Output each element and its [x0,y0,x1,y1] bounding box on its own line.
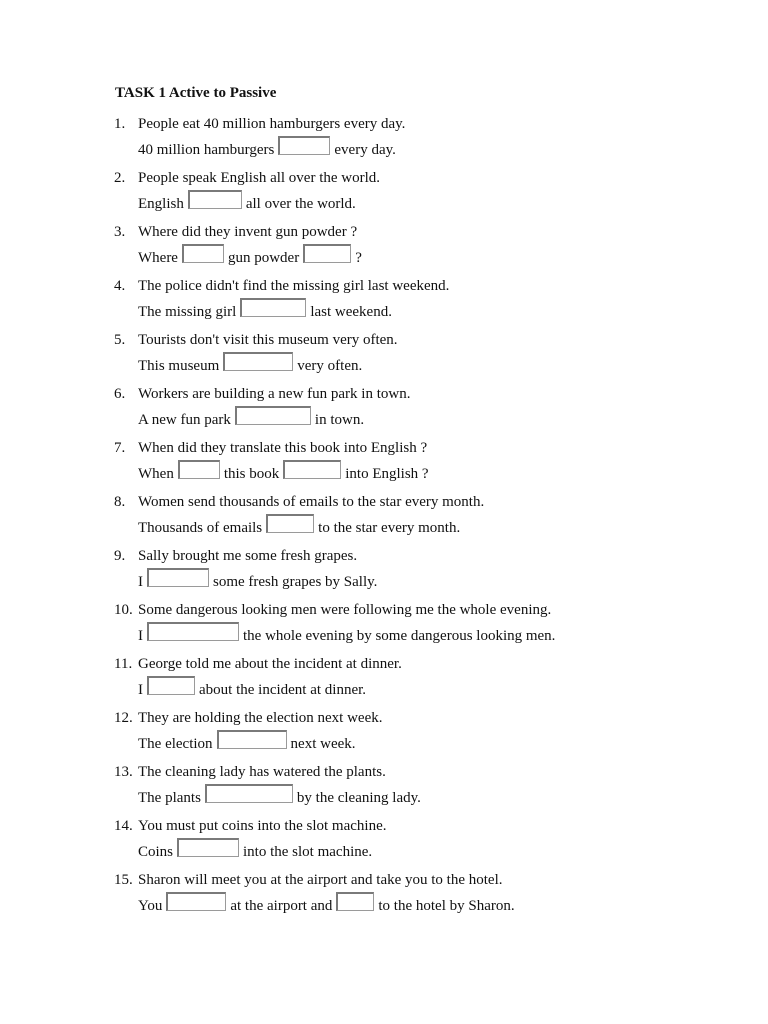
question-number: 2. [114,170,126,186]
answer-blank[interactable] [278,136,330,155]
answer-text: Thousands of emails [138,520,263,536]
active-sentence: Workers are building a new fun park in town. [138,386,411,402]
answer-text: The election [138,736,213,752]
answer-blank[interactable] [283,460,341,479]
active-sentence: Sharon will meet you at the airport and take you to the hotel. [138,872,503,888]
active-sentence: Women send thousands of emails to the star every month. [138,494,485,510]
answer-text: I [138,574,143,590]
question-number: 9. [114,548,126,564]
question-number: 5. [114,332,126,348]
answer-text: to the star every month. [318,520,461,536]
active-sentence: Tourists don't visit this museum very often. [138,332,398,348]
answer-text: into English ? [345,466,429,482]
active-sentence: People eat 40 million hamburgers every day. [138,116,406,132]
answer-text: at the airport and [230,898,333,914]
answer-text: I [138,628,143,644]
answer-text: by the cleaning lady. [296,790,421,806]
active-sentence: When did they translate this book into English ? [138,440,428,456]
answer-blank[interactable] [217,730,287,749]
question-number: 8. [114,494,126,510]
active-sentence: The police didn't find the missing girl last weekend. [138,278,450,294]
answer-text: 40 million hamburgers [138,142,275,158]
answer-text: some fresh grapes by Sally. [213,574,378,590]
question-number: 1. [114,116,126,132]
answer-text: gun powder [227,250,300,266]
answer-blank[interactable] [147,622,239,641]
active-sentence: Some dangerous looking men were following me the whole evening. [138,602,552,618]
answer-text: in town. [314,412,365,428]
question-number: 7. [114,440,126,456]
question-number: 13. [114,764,133,780]
question-number: 12. [114,710,133,726]
answer-text: Coins [138,844,174,860]
active-sentence: George told me about the incident at dinner. [138,656,402,672]
answer-text: about the incident at dinner. [199,682,367,698]
answer-blank[interactable] [240,298,306,317]
answer-text: next week. [290,736,356,752]
active-sentence: You must put coins into the slot machine. [138,818,387,834]
answer-text: When [138,466,174,482]
answer-text: every day. [334,142,396,158]
answer-blank[interactable] [235,406,311,425]
question-number: 6. [114,386,126,402]
answer-blank[interactable] [266,514,314,533]
task-title: TASK 1 Active to Passive [115,85,277,101]
answer-blank[interactable] [177,838,239,857]
answer-text: very often. [297,358,363,374]
question-number: 4. [114,278,126,294]
answer-text: The missing girl [138,304,237,320]
question-number: 3. [114,224,126,240]
answer-text: Where [138,250,178,266]
answer-blank[interactable] [336,892,374,911]
answer-blank[interactable] [188,190,242,209]
question-number: 14. [114,818,133,834]
active-sentence: The cleaning lady has watered the plants. [138,764,386,780]
answer-blank[interactable] [205,784,293,803]
question-number: 15. [114,872,133,888]
answer-text: this book [223,466,280,482]
answer-blank[interactable] [147,676,195,695]
answer-text: the whole evening by some dangerous looking men. [243,628,556,644]
answer-text: You [138,898,163,914]
answer-text: The plants [138,790,201,806]
answer-text: all over the world. [245,196,356,212]
answer-text: ? [355,250,362,266]
question-number: 11. [114,656,133,672]
answer-blank[interactable] [223,352,293,371]
active-sentence: They are holding the election next week. [138,710,383,726]
answer-text: This museum [138,358,220,374]
answer-blank[interactable] [166,892,226,911]
answer-text: last weekend. [310,304,392,320]
active-sentence: Where did they invent gun powder ? [138,224,358,240]
active-sentence: Sally brought me some fresh grapes. [138,548,358,564]
answer-text: I [138,682,143,698]
question-number: 10. [114,602,133,618]
answer-text: to the hotel by Sharon. [378,898,515,914]
answer-blank[interactable] [182,244,224,263]
answer-blank[interactable] [147,568,209,587]
answer-blank[interactable] [303,244,351,263]
answer-blank[interactable] [178,460,220,479]
answer-text: into the slot machine. [243,844,373,860]
answer-text: English [138,196,184,212]
active-sentence: People speak English all over the world. [138,170,381,186]
answer-text: A new fun park [138,412,231,428]
